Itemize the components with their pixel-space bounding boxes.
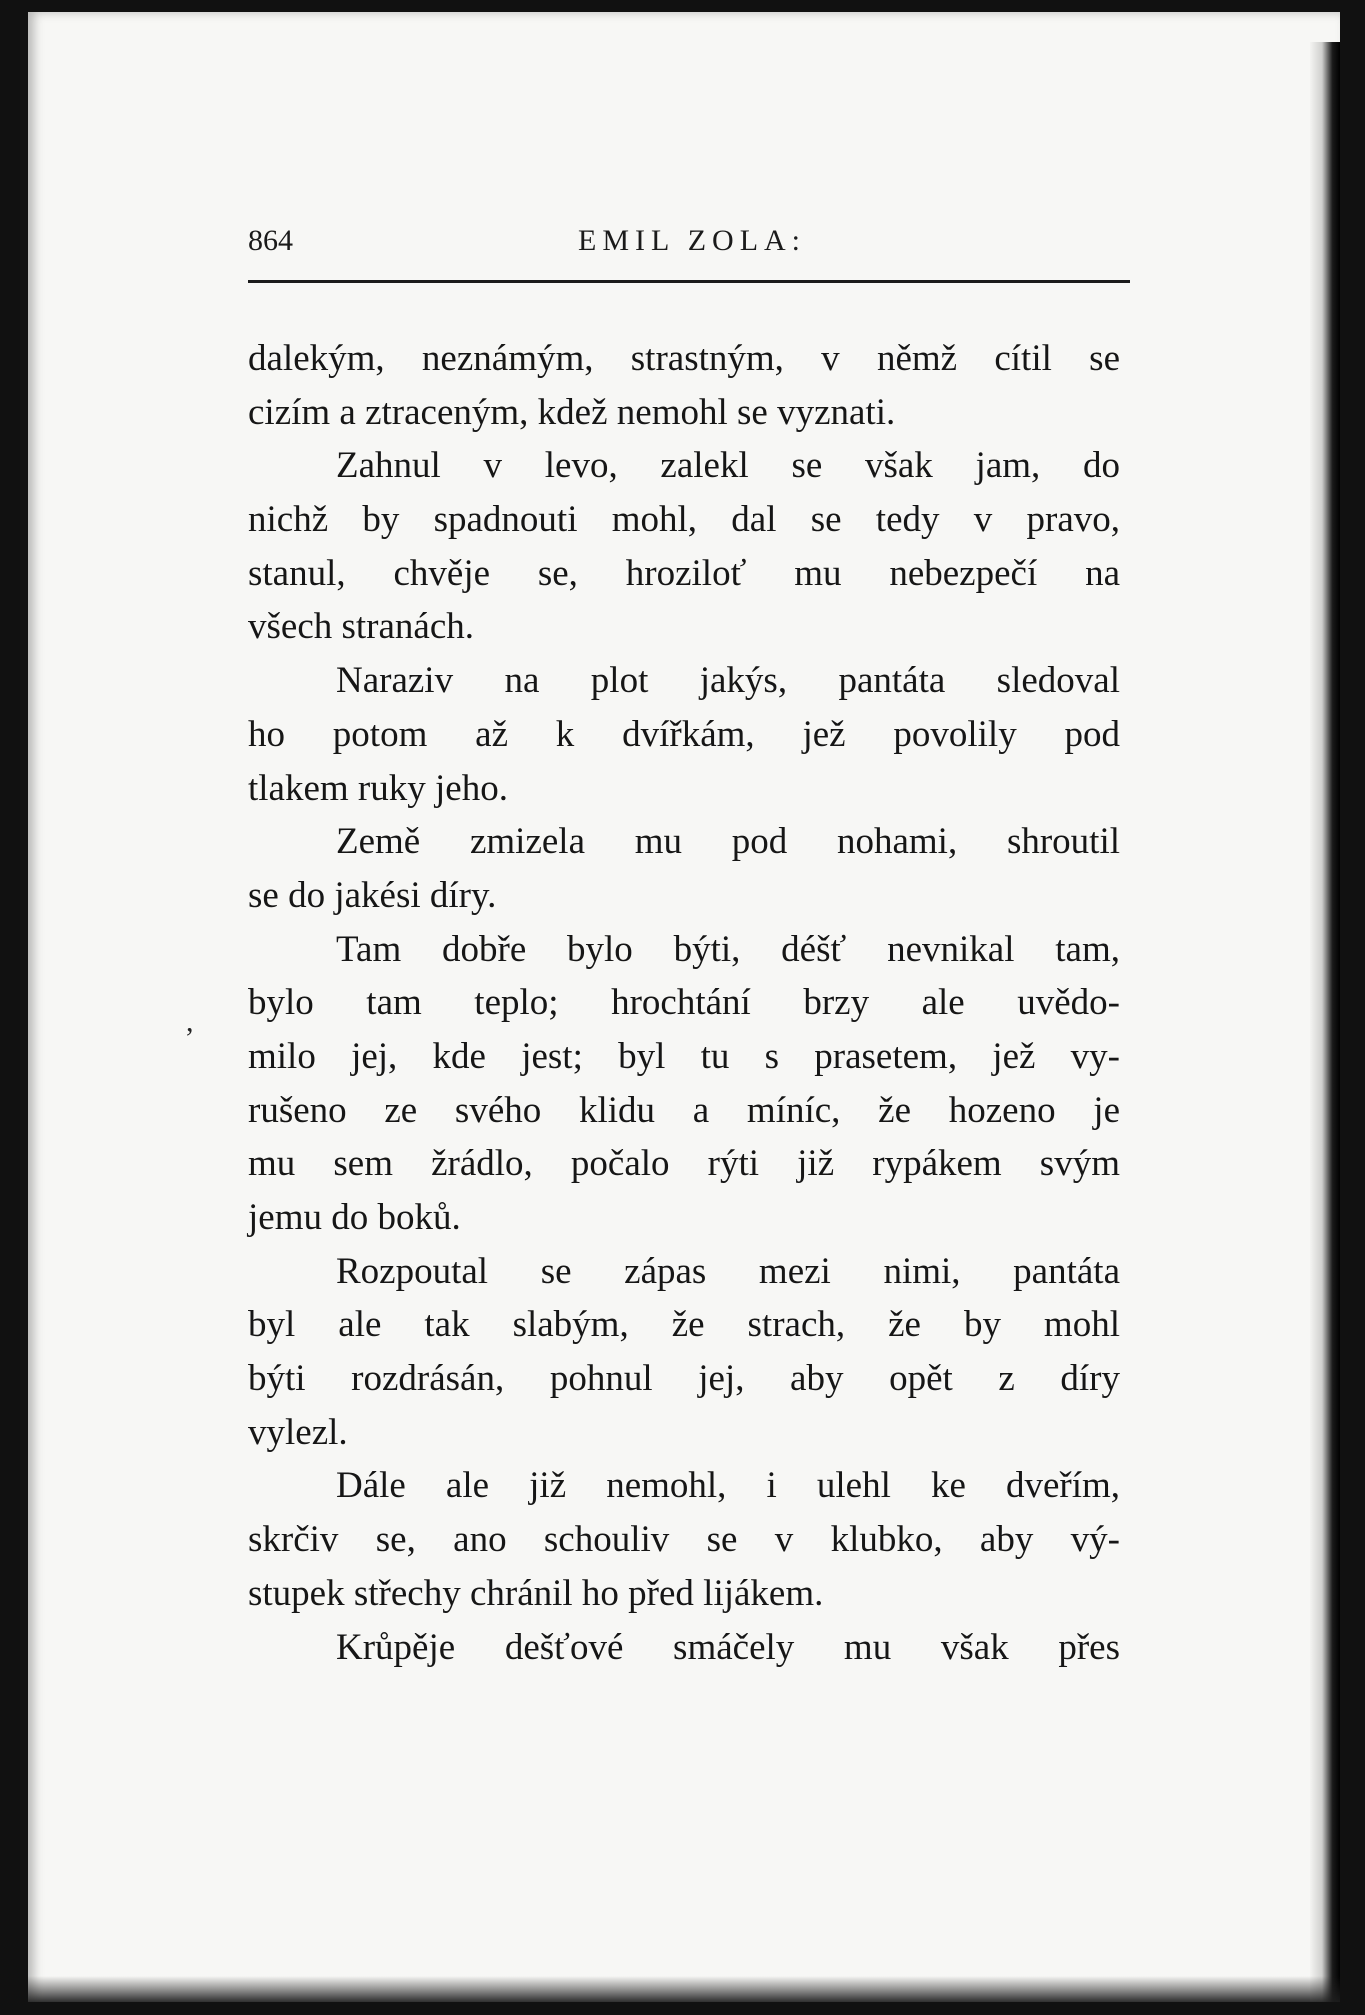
page-number: 864 <box>248 224 293 257</box>
text-line: se do jakési díry. <box>248 874 497 916</box>
text-line: vylezl. <box>248 1411 348 1453</box>
text-line: byl ale tak slabým, že strach, že by mohl <box>248 1304 1120 1346</box>
text-line: cizím a ztraceným, kdež nemohl se vyznati. <box>248 391 896 433</box>
text-line: Rozpoutal se zápas mezi nimi, pantáta <box>336 1250 1120 1292</box>
text-line: milo jej, kde jest; byl tu s prasetem, jež vy- <box>248 1035 1120 1077</box>
text-line: Zahnul v levo, zalekl se však jam, do <box>336 445 1120 487</box>
text-line: stanul, chvěje se, hroziloť mu nebezpečí na <box>248 552 1120 594</box>
page-edge-shadow <box>1310 42 1340 2002</box>
header-rule <box>248 280 1130 283</box>
text-line: Tam dobře bylo býti, déšť nevnikal tam, <box>336 928 1120 970</box>
text-line: ho potom až k dvířkám, jež povolily pod <box>248 713 1120 755</box>
text-line: mu sem žrádlo, počalo rýti již rypákem svým <box>248 1143 1120 1185</box>
text-line: rušeno ze svého klidu a míníc, že hozeno je <box>248 1089 1120 1131</box>
running-title: EMIL ZOLA: <box>578 224 807 257</box>
text-line: všech stranách. <box>248 606 475 648</box>
text-line: Země zmizela mu pod nohami, shroutil <box>336 821 1120 863</box>
text-line: stupek střechy chránil ho před lijákem. <box>248 1572 824 1614</box>
text-line: jemu do boků. <box>248 1197 461 1238</box>
text-line: skrčiv se, ano schouliv se v klubko, aby vý- <box>248 1519 1120 1561</box>
page-bottom-shadow <box>28 1976 1340 2002</box>
text-line: býti rozdrásán, pohnul jej, aby opět z díry <box>248 1358 1120 1400</box>
text-line: Naraziv na plot jakýs, pantáta sledoval <box>336 660 1120 702</box>
text-line: dalekým, neznámým, strastným, v němž cítil se <box>248 338 1120 379</box>
margin-mark: , <box>186 1005 194 1038</box>
body-text <box>248 332 1120 1674</box>
page-header <box>248 224 1130 274</box>
text-line: nichž by spadnouti mohl, dal se tedy v pravo, <box>248 499 1120 541</box>
text-line: Dále ale již nemohl, i ulehl ke dveřím, <box>336 1465 1120 1507</box>
text-line: bylo tam teplo; hrochtání brzy ale uvědo- <box>248 982 1120 1024</box>
text-line: tlakem ruky jeho. <box>248 767 508 809</box>
text-line: Krůpěje dešťové smáčely mu však přes <box>336 1626 1120 1668</box>
